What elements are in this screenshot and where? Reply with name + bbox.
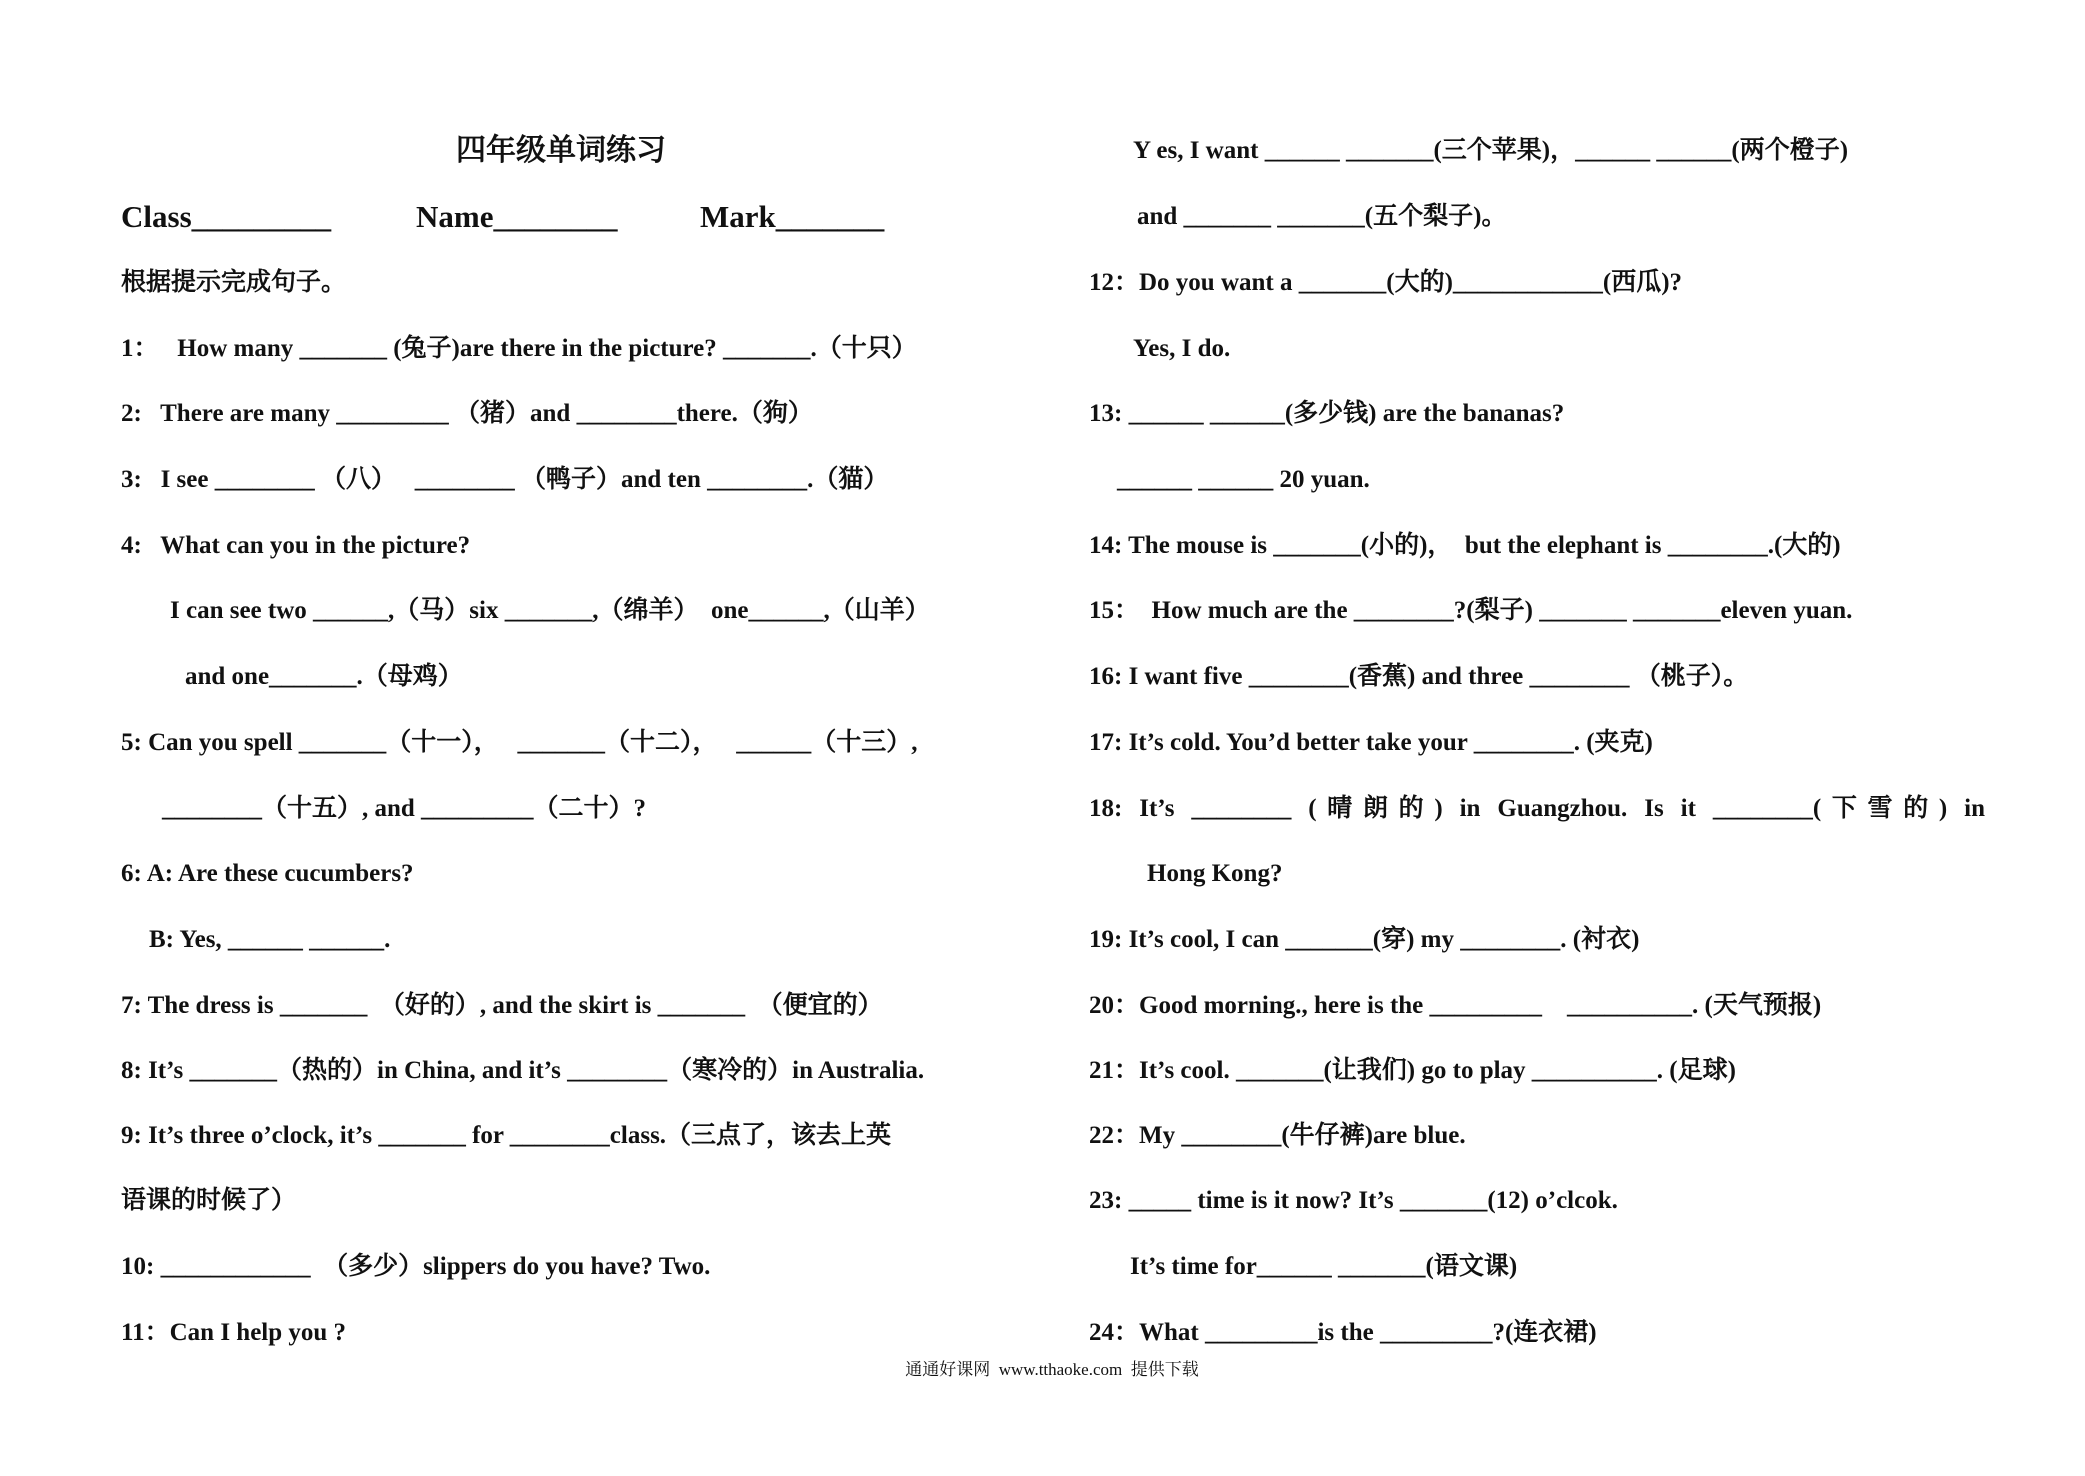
question-4-line-2: I can see two ______,（马）six _______,（绵羊） one______,（山羊） (170, 597, 930, 624)
class-field: Class_________ (121, 199, 332, 234)
instruction-text: 根据提示完成句子。 (121, 269, 347, 296)
question-19: 19: It’s cool, I can _______(穿) my ________. (衬衣) (1089, 926, 1640, 953)
question-20: 20：Good morning., here is the _________ __________. (天气预报) (1089, 992, 1822, 1019)
question-10: 10: ____________ （多少）slippers do you have? Two. (121, 1253, 711, 1280)
question-9-line-2: 语课的时候了） (121, 1187, 297, 1214)
question-3: 3: I see ________ （八） ________ （鸭子）and ten ________.（猫） (121, 466, 889, 493)
question-5: 5: Can you spell _______（十一）， _______（十二）， ______（十三）, (121, 729, 918, 756)
question-11: 11：Can I help you ? (121, 1319, 347, 1346)
question-11-line-3: and _______ _______(五个梨子)。 (1137, 203, 1507, 230)
question-13: 13: ______ ______(多少钱) are the bananas? (1089, 400, 1565, 427)
footer-credit: 通通好课网 www.tthaoke.com 提供下载 (905, 1360, 1199, 1379)
question-11-line-2: Y es, I want ______ _______(三个苹果)，______ ______(两个橙子) (1133, 137, 1849, 164)
question-6: 6: A: Are these cucumbers? (121, 860, 414, 887)
question-2: 2: There are many _________ （猪）and ________there.（狗） (121, 400, 813, 427)
question-23-line-2: It’s time for______ _______(语文课) (1130, 1253, 1518, 1280)
question-22: 22：My ________(牛仔裤)are blue. (1089, 1122, 1466, 1149)
question-12: 12：Do you want a _______(大的)____________(西瓜)? (1089, 269, 1683, 296)
question-15: 15： How much are the ________?(梨子) _______ _______eleven yuan. (1089, 597, 1853, 624)
question-7: 7: The dress is _______ （好的）, and the skirt is _______ （便宜的） (121, 992, 883, 1019)
question-18-line-2: Hong Kong? (1147, 860, 1283, 887)
question-18: 18: It’s ________ (晴朗的) in Guangzhou. Is it ________(下雪的) in (1089, 795, 1985, 822)
question-6-line-2: B: Yes, ______ ______. (149, 926, 391, 953)
question-5-line-2: ________（十五）, and _________（二十）? (162, 795, 647, 822)
question-21: 21：It’s cool. _______(让我们) go to play __________. (足球) (1089, 1057, 1736, 1084)
question-8: 8: It’s _______（热的）in China, and it’s ________（寒冷的）in Australia. (121, 1057, 925, 1084)
question-17: 17: It’s cold. You’d better take your ________. (夹克) (1089, 729, 1653, 756)
worksheet-title: 四年级单词练习 (456, 134, 666, 167)
question-23: 23: _____ time is it now? It’s _______(12) o’clcok. (1089, 1187, 1618, 1214)
question-1: 1： How many _______ (兔子)are there in the picture? _______.（十只） (121, 335, 917, 362)
question-16: 16: I want five ________(香蕉) and three ________ （桃子）。 (1089, 663, 1749, 690)
name-field: Name________ (416, 199, 618, 234)
question-4: 4: What can you in the picture? (121, 532, 471, 559)
question-4-line-3: and one_______.（母鸡） (185, 663, 463, 690)
mark-field: Mark_______ (700, 199, 885, 234)
question-14: 14: The mouse is _______(小的)， but the elephant is ________.(大的) (1089, 532, 1841, 559)
question-9: 9: It’s three o’clock, it’s _______ for ________class.（三点了，该去上英 (121, 1122, 892, 1149)
question-12-line-2: Yes, I do. (1133, 335, 1231, 362)
question-13-line-2: ______ ______ 20 yuan. (1117, 466, 1370, 493)
question-24: 24：What _________is the _________?(连衣裙) (1089, 1319, 1597, 1346)
